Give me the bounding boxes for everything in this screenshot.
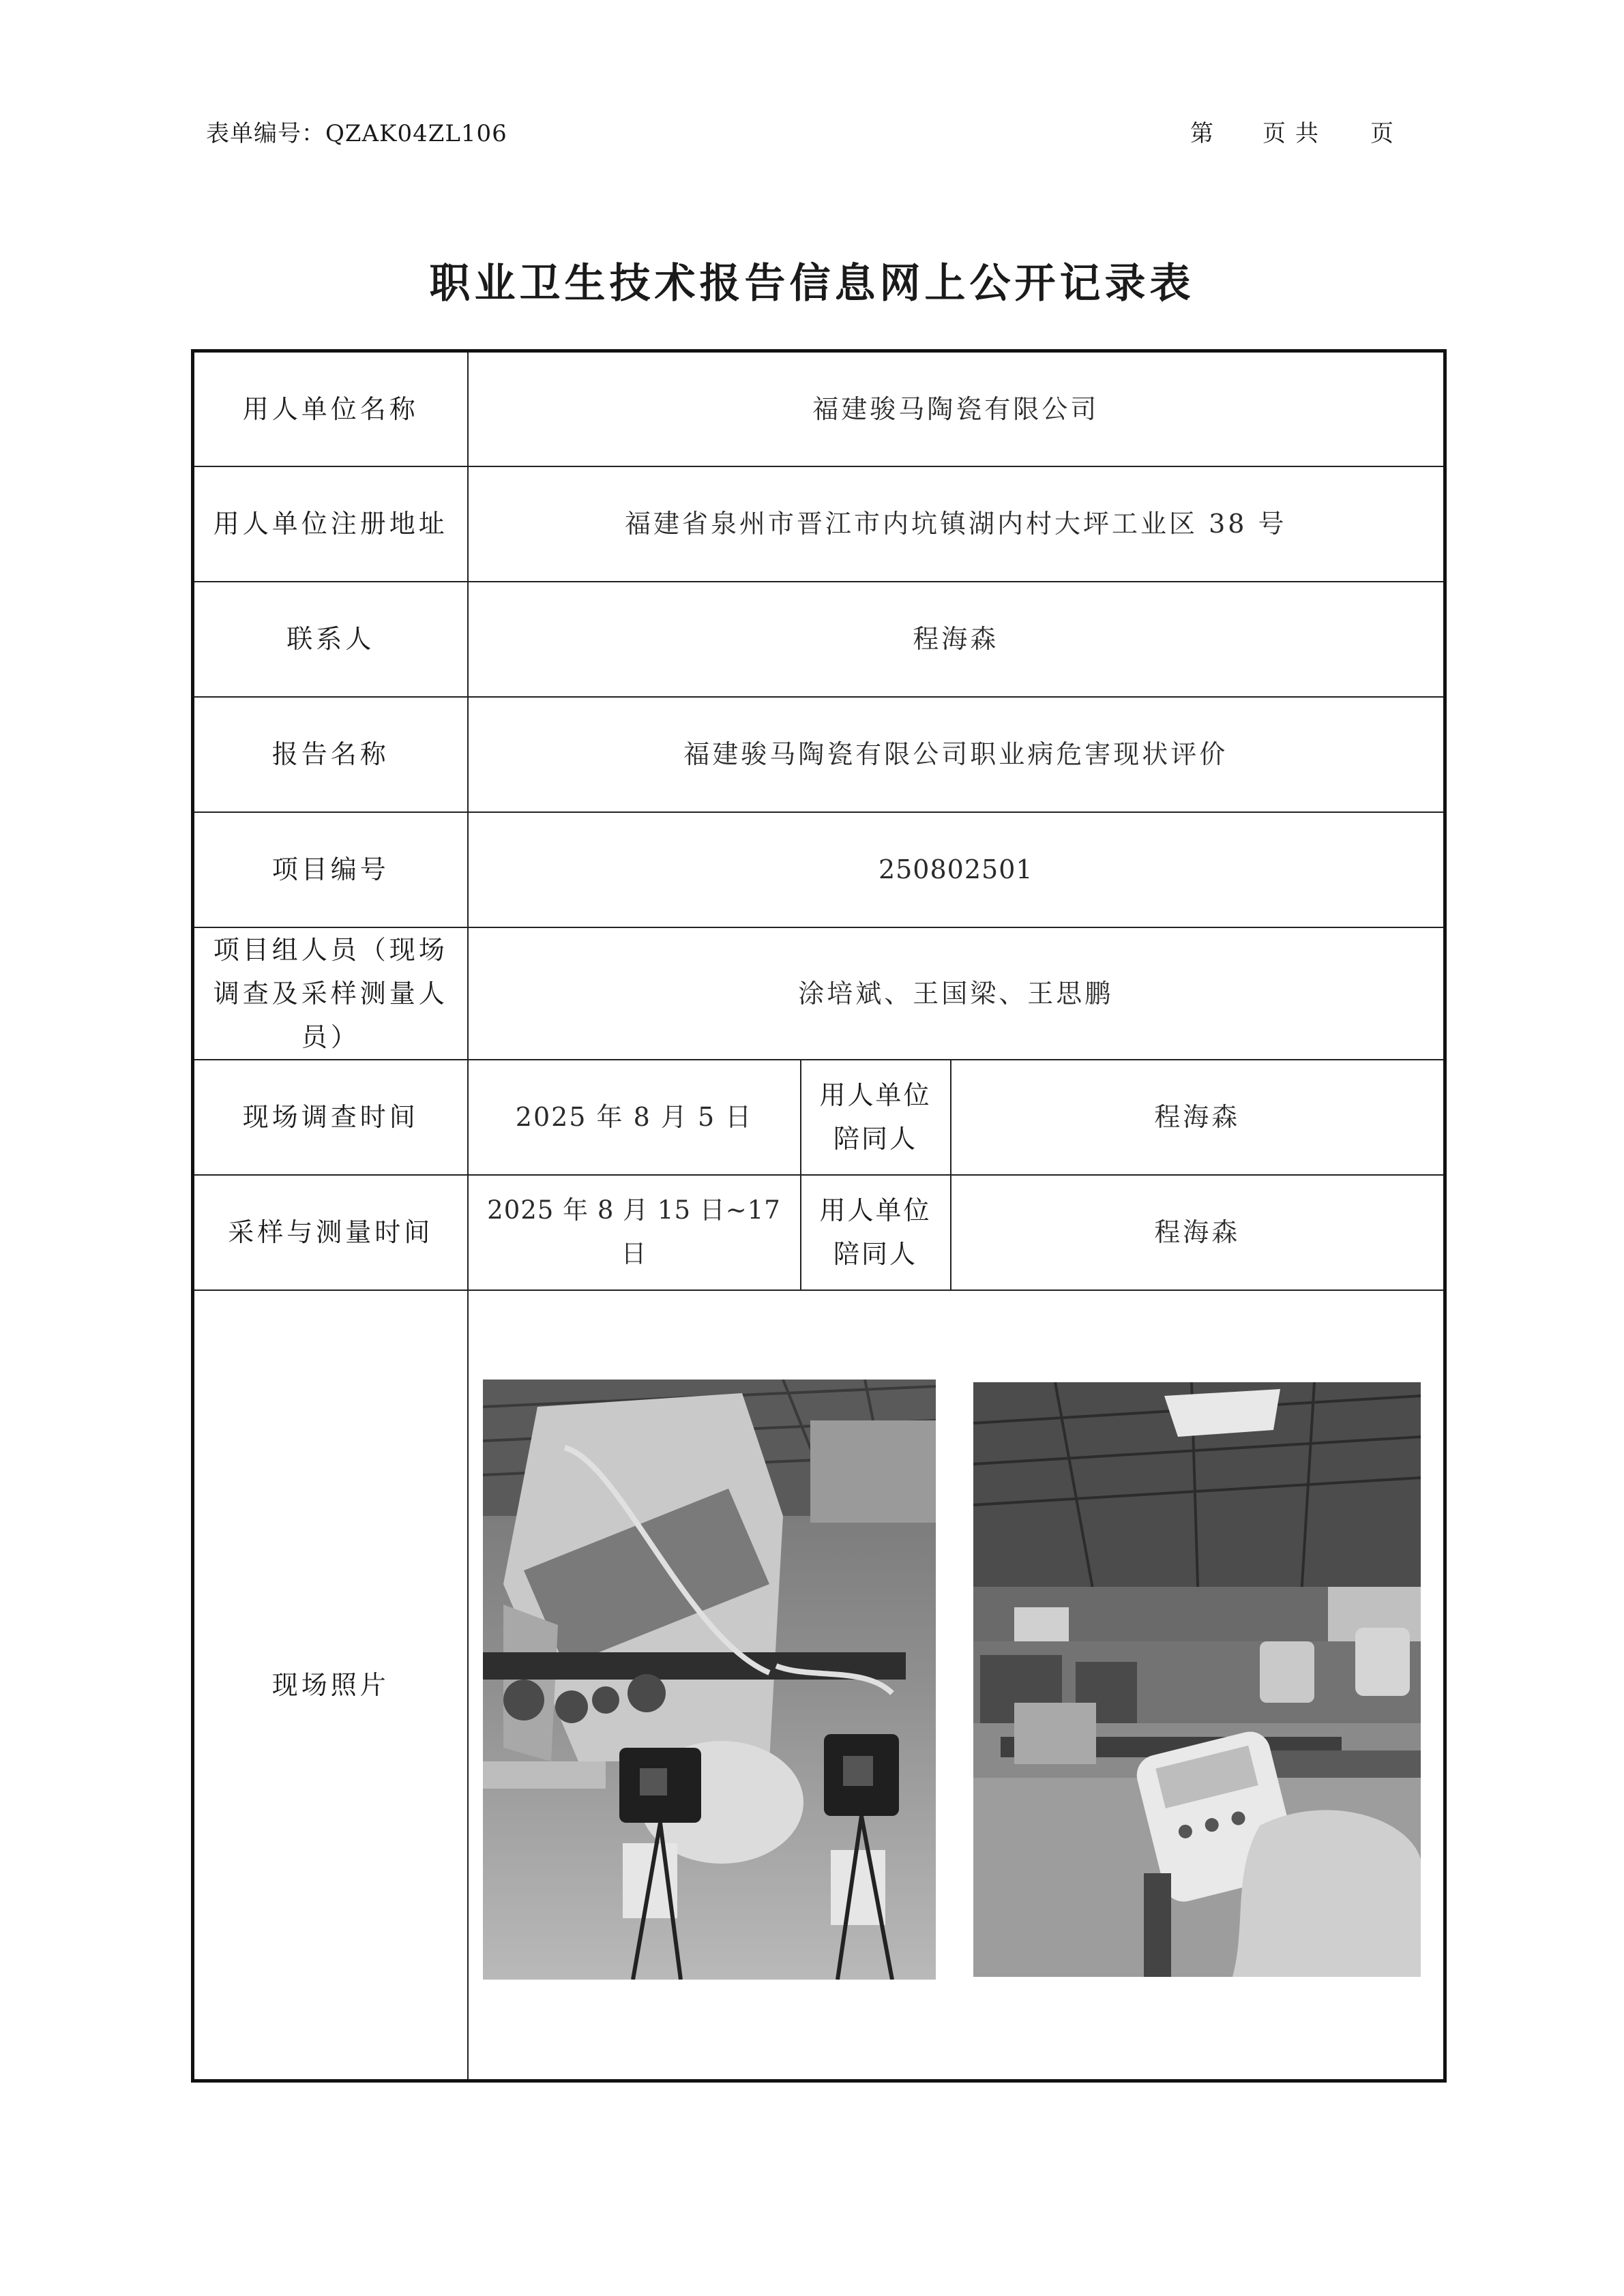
row-survey-time — [193, 1060, 1445, 1175]
page-ye-gong: 页共 — [1263, 120, 1328, 147]
contact-value: 程海森 — [468, 582, 1445, 697]
sampling-companion-value: 程海森 — [951, 1175, 1445, 1290]
page-number — [1190, 115, 1393, 148]
project-number-label: 项目编号 — [193, 812, 468, 927]
photo-area — [469, 1291, 1444, 2075]
record-table — [191, 349, 1447, 2083]
employer-name-value: 福建骏马陶瓷有限公司 — [468, 351, 1445, 466]
employer-address-value: 福建省泉州市晋江市内坑镇湖内村大坪工业区 38 号 — [468, 466, 1445, 582]
document-title: 职业卫生技术报告信息网上公开记录表 — [429, 260, 1195, 308]
report-name-value: 福建骏马陶瓷有限公司职业病危害现状评价 — [468, 697, 1445, 812]
row-employer-address — [193, 466, 1445, 582]
site-photos-label: 现场照片 — [193, 1290, 468, 2081]
page-ye: 页 — [1370, 120, 1393, 147]
row-site-photos — [193, 1290, 1445, 2081]
row-project-number — [193, 812, 1445, 927]
site-photo-machinery — [483, 1380, 936, 1980]
row-project-team — [193, 927, 1445, 1060]
report-name-label: 报告名称 — [193, 697, 468, 812]
project-number-value: 250802501 — [468, 812, 1445, 927]
form-number: 表单编号：QZAK04ZL106 — [206, 120, 507, 147]
survey-time-label: 现场调查时间 — [193, 1060, 468, 1175]
row-sampling-time — [193, 1175, 1445, 1290]
sampling-companion-label: 用人单位陪同人 — [801, 1175, 951, 1290]
page-di: 第 — [1190, 120, 1213, 147]
row-contact — [193, 582, 1445, 697]
employer-address-label: 用人单位注册地址 — [193, 466, 468, 582]
contact-label: 联系人 — [193, 582, 468, 697]
sampling-time-label: 采样与测量时间 — [193, 1175, 468, 1290]
employer-name-label: 用人单位名称 — [193, 351, 468, 466]
survey-time-value: 2025 年 8 月 5 日 — [468, 1060, 801, 1175]
survey-companion-value: 程海森 — [951, 1060, 1445, 1175]
survey-companion-label: 用人单位陪同人 — [801, 1060, 951, 1175]
project-team-label: 项目组人员（现场调查及采样测量人员） — [193, 927, 468, 1060]
site-photo-workshop — [973, 1382, 1421, 1977]
site-photos-cell — [468, 1290, 1445, 2081]
row-employer-name — [193, 351, 1445, 466]
project-team-value: 涂培斌、王国梁、王思鹏 — [468, 927, 1445, 1060]
row-report-name — [193, 697, 1445, 812]
sampling-time-value: 2025 年 8 月 15 日~17 日 — [468, 1175, 801, 1290]
